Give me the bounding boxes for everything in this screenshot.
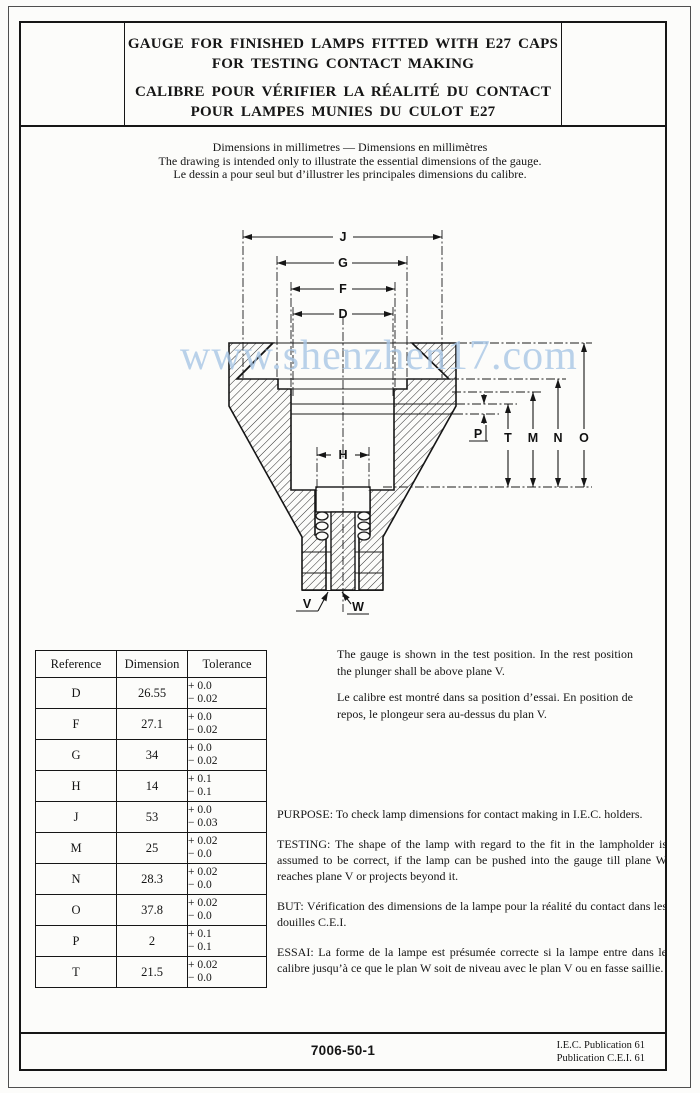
cell-dim: 53 (117, 802, 188, 833)
tol-minus: − 0.02 (188, 724, 218, 736)
cell-ref: P (36, 926, 117, 957)
header-dimension: Dimension (117, 651, 188, 678)
tol-plus: + 0.0 (188, 680, 212, 692)
tol-plus: + 0.02 (188, 835, 218, 847)
tol-minus: − 0.0 (188, 879, 212, 891)
plane-label-v: V (302, 597, 312, 611)
dim-label-g: G (338, 256, 348, 270)
note-line-3: Le dessin a pour seul but d’illustrer les principales dimensions du calibre. (173, 167, 527, 181)
table-row (36, 895, 267, 926)
cell-ref: F (36, 709, 117, 740)
dim-label-f: F (339, 282, 347, 296)
tol-plus: + 0.0 (188, 711, 212, 723)
dimension-lines-vertical (469, 343, 584, 487)
but-paragraph: BUT: Vérification des dimensions de la lampe pour la réalité du contact dans les douilles C.E.I. (277, 899, 667, 929)
cell-ref: M (36, 833, 117, 864)
cell-dim: 28.3 (117, 864, 188, 895)
cell-ref: G (36, 740, 117, 771)
cell-dim: 21.5 (117, 957, 188, 988)
cell-tol (188, 926, 267, 957)
tol-plus: + 0.1 (188, 773, 212, 785)
cell-tol (188, 709, 267, 740)
dim-label-p: P (473, 427, 483, 441)
cell-dim: 2 (117, 926, 188, 957)
essai-paragraph: ESSAI: La forme de la lampe est présumée correcte si la lampe entre dans le calibre jusqu’à ce que le plan W soit de niveau avec le plan V ou en fasse saillie. (277, 945, 667, 975)
cell-tol (188, 802, 267, 833)
tol-minus: − 0.0 (188, 972, 212, 984)
cell-dim: 34 (117, 740, 188, 771)
page-title-fr-line2: POUR LAMPES MUNIES DU CULOT E27 (190, 104, 496, 120)
page-title-en-line2: FOR TESTING CONTACT MAKING (211, 56, 475, 72)
purpose-testing-block (277, 806, 667, 987)
table-row (36, 864, 267, 895)
cell-ref: J (36, 802, 117, 833)
table-row (36, 802, 267, 833)
table-header-row (36, 651, 267, 678)
cell-ref: T (36, 957, 117, 988)
note-line-2: The drawing is intended only to illustrate the essential dimensions of the gauge. (158, 153, 542, 168)
tol-plus: + 0.0 (188, 804, 212, 816)
tol-minus: − 0.0 (188, 910, 212, 922)
tol-plus: + 0.0 (188, 742, 212, 754)
tol-minus: − 0.0 (188, 848, 212, 860)
table-row (36, 833, 267, 864)
footer-band (19, 1032, 667, 1071)
table-row (36, 957, 267, 988)
cell-dim: 37.8 (117, 895, 188, 926)
page-title-fr-line1: CALIBRE POUR VÉRIFIER LA RÉALITÉ DU CONTACT (134, 84, 552, 100)
tol-minus: − 0.03 (188, 817, 218, 829)
cell-tol (188, 864, 267, 895)
dim-label-h: H (338, 448, 348, 462)
note-line-1: Dimensions in millimetres — Dimensions en millimètres (212, 140, 488, 154)
cell-tol (188, 957, 267, 988)
watermark-text: www.shenzhen17.com (180, 333, 578, 379)
cell-tol (188, 771, 267, 802)
cell-ref: H (36, 771, 117, 802)
tol-plus: + 0.02 (188, 866, 218, 878)
header-reference: Reference (36, 651, 117, 678)
publication-fr: Publication C.E.I. 61 (556, 1053, 645, 1064)
test-position-note (337, 646, 633, 732)
table-row (36, 771, 267, 802)
cell-ref: N (36, 864, 117, 895)
dim-label-d: D (338, 307, 348, 321)
gauge-body-right-section (359, 343, 456, 590)
cell-dim: 25 (117, 833, 188, 864)
tol-minus: − 0.02 (188, 693, 218, 705)
dim-label-j: J (339, 230, 347, 244)
page-title-en-line1: GAUGE FOR FINISHED LAMPS FITTED WITH E27 CAPS (127, 36, 559, 52)
cell-dim: 26.55 (117, 678, 188, 709)
tol-plus: + 0.02 (188, 897, 218, 909)
cell-dim: 27.1 (117, 709, 188, 740)
publication-references (557, 1039, 645, 1065)
tol-minus: − 0.1 (188, 786, 212, 798)
cell-tol (188, 895, 267, 926)
dim-label-m: M (527, 431, 539, 445)
cell-ref: D (36, 678, 117, 709)
dimension-table (35, 650, 267, 988)
purpose-paragraph: PURPOSE: To check lamp dimensions for contact making in I.E.C. holders. (277, 807, 643, 821)
dim-label-n: N (553, 431, 563, 445)
gauge-body-left-section (229, 343, 326, 590)
dim-label-o: O (579, 431, 589, 445)
cell-dim: 14 (117, 771, 188, 802)
test-position-note-en: The gauge is shown in the test position. In the rest position the plunger shall be above plane V. (337, 647, 633, 678)
tol-minus: − 0.02 (188, 755, 218, 767)
tol-minus: − 0.1 (188, 941, 212, 953)
table-row (36, 678, 267, 709)
document-number: 7006-50-1 (310, 1043, 376, 1058)
header-tolerance: Tolerance (188, 651, 267, 678)
test-position-note-fr: Le calibre est montré dans sa position d’essai. En position de repos, le plongeur sera au-dessus du plan V. (337, 690, 633, 721)
cell-tol (188, 678, 267, 709)
table-row (36, 926, 267, 957)
cell-tol (188, 740, 267, 771)
table-row (36, 740, 267, 771)
cell-tol (188, 833, 267, 864)
table-row (36, 709, 267, 740)
publication-en: I.E.C. Publication 61 (556, 1040, 645, 1051)
plane-label-w: W (352, 600, 364, 614)
tol-plus: + 0.02 (188, 959, 218, 971)
cell-ref: O (36, 895, 117, 926)
dim-label-t: T (504, 431, 512, 445)
tol-plus: + 0.1 (188, 928, 212, 940)
testing-paragraph: TESTING: The shape of the lamp with regard to the fit in the lampholder is assumed to be correct, if the lamp can be pushed into the gauge till plane W reaches plane V or projects beyond it. (277, 837, 667, 883)
